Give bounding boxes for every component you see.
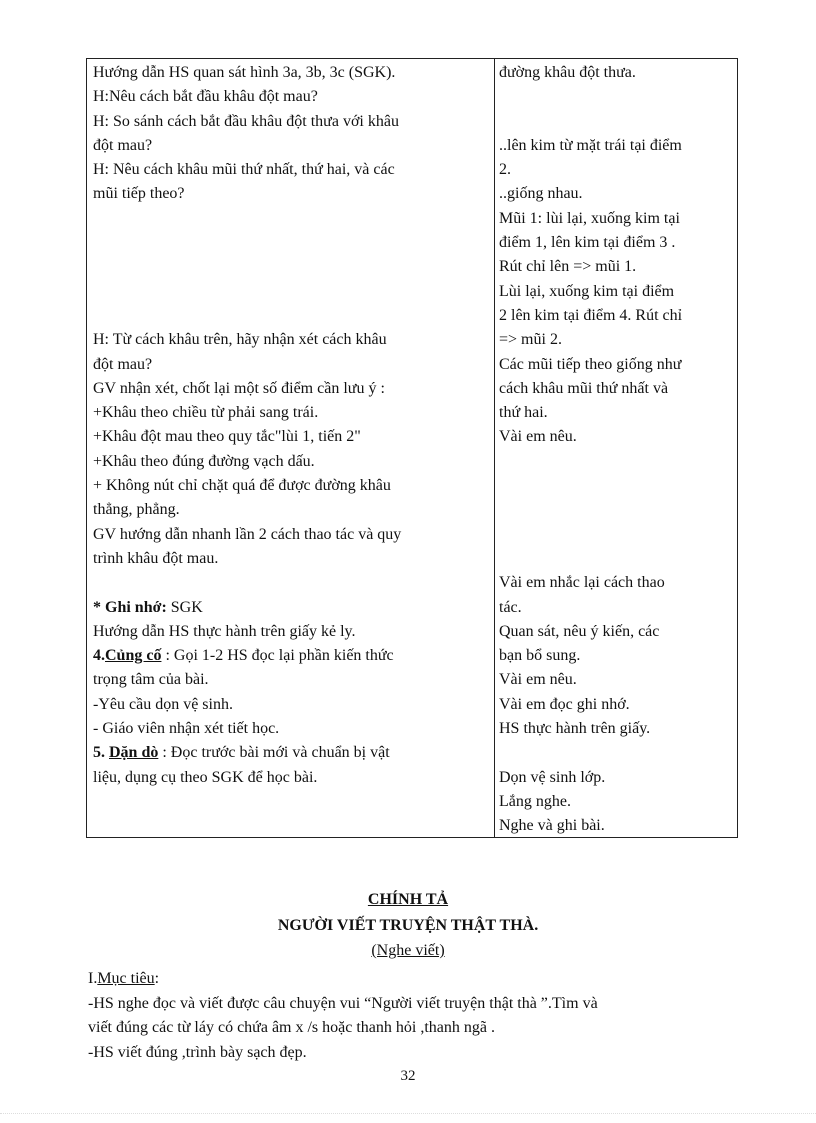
student-line: ..lên kim từ mặt trái tại điểm	[499, 136, 682, 154]
objective-line: -HS nghe đọc và viết được câu chuyện vui “Người viết truyện thật thà ”.Tìm và	[88, 994, 598, 1012]
student-line	[499, 498, 735, 522]
lesson-subtitle: (Nghe viết)	[371, 942, 445, 959]
student-line	[499, 547, 735, 571]
teacher-line: * Ghi nhớ: SGK	[93, 598, 203, 616]
teacher-line: + Không nút chỉ chặt quá để được đường khâu	[93, 477, 391, 495]
student-line: Vài em đọc ghi nhớ.	[499, 695, 630, 713]
student-line: tác.	[499, 598, 522, 616]
student-line: HS thực hành trên giấy.	[499, 720, 651, 738]
teacher-line: -Yêu cầu dọn vệ sinh.	[93, 695, 233, 713]
objectives-heading: I.Mục tiêu:	[88, 970, 160, 987]
student-line: Lắng nghe.	[499, 792, 571, 810]
teacher-activities-column	[93, 61, 489, 790]
student-line: Lùi lại, xuống kim tại điểm	[499, 282, 675, 300]
teacher-line	[93, 571, 489, 595]
student-line	[499, 741, 735, 765]
student-line: Rút chỉ lên => mũi 1.	[499, 258, 637, 276]
student-line	[499, 523, 735, 547]
teacher-line: +Khâu theo đúng đường vạch dấu.	[93, 452, 315, 470]
teacher-line	[93, 255, 489, 279]
student-line: => mũi 2.	[499, 331, 562, 349]
student-line: Vài em nêu.	[499, 428, 577, 446]
teacher-line: đột mau?	[93, 136, 153, 154]
subject-heading: CHÍNH TẢ	[367, 891, 449, 908]
teacher-line	[93, 304, 489, 328]
student-line: Các mũi tiếp theo giống như	[499, 355, 682, 373]
student-line: bạn bổ sung.	[499, 647, 581, 665]
teacher-line	[93, 231, 489, 255]
teacher-line: 4.Củng cố : Gọi 1-2 HS đọc lại phần kiến thức	[93, 647, 394, 665]
teacher-line: GV hướng dẫn nhanh lần 2 cách thao tác và quy	[93, 525, 402, 543]
student-line: Dọn vệ sinh lớp.	[499, 768, 606, 786]
objective-line: viết đúng các từ láy có chứa âm x /s hoặc thanh hỏi ,thanh ngã .	[88, 1019, 495, 1036]
teacher-line: Hướng dẫn HS quan sát hình 3a, 3b, 3c (SGK).	[93, 64, 396, 81]
teacher-line	[93, 280, 489, 304]
student-line: cách khâu mũi thứ nhất và	[499, 379, 669, 397]
student-line: ..giống nhau.	[499, 185, 583, 203]
teacher-line: trình khâu đột mau.	[93, 549, 219, 567]
teacher-line: thẳng, phẳng.	[93, 501, 180, 519]
teacher-line: +Khâu đột mau theo quy tắc"lùi 1, tiến 2"	[93, 428, 361, 446]
lesson-title: NGƯỜI VIẾT TRUYỆN THẬT THÀ.	[277, 917, 539, 934]
teacher-line: H: Từ cách khâu trên, hãy nhận xét cách khâu	[93, 331, 387, 349]
student-line	[499, 474, 735, 498]
student-line: đường khâu đột thưa.	[499, 64, 636, 81]
teacher-line: H: So sánh cách bắt đầu khâu đột thưa với khâu	[93, 112, 399, 130]
teacher-line: H:Nêu cách bắt đầu khâu đột mau?	[93, 88, 318, 106]
lesson-table	[86, 58, 738, 838]
student-line: Vài em nhắc lại cách thao	[499, 574, 665, 592]
teacher-line: +Khâu theo chiều từ phải sang trái.	[93, 404, 319, 422]
student-line: điểm 1, lên kim tại điểm 3 .	[499, 234, 676, 252]
teacher-line: H: Nêu cách khâu mũi thứ nhất, thứ hai, và các	[93, 161, 395, 179]
teacher-line	[93, 207, 489, 231]
student-line: thứ hai.	[499, 404, 548, 422]
teacher-line: Hướng dẫn HS thực hành trên giấy kẻ ly.	[93, 622, 356, 640]
student-line	[499, 85, 735, 109]
student-line: 2 lên kim tại điểm 4. Rút chỉ	[499, 306, 683, 324]
page-number: 32	[400, 1068, 416, 1084]
page-bottom-rule	[0, 1113, 816, 1114]
teacher-line: trọng tâm của bài.	[93, 671, 209, 689]
teacher-line: liệu, dụng cụ theo SGK để học bài.	[93, 768, 318, 786]
objectives-section	[88, 967, 738, 1065]
column-divider	[494, 59, 495, 837]
student-line: Nghe và ghi bài.	[499, 817, 605, 835]
teacher-line: - Giáo viên nhận xét tiết học.	[93, 720, 280, 738]
student-line: Vài em nêu.	[499, 671, 577, 689]
teacher-line: đột mau?	[93, 355, 153, 373]
student-line	[499, 450, 735, 474]
teacher-line: mũi tiếp theo?	[93, 185, 185, 203]
student-line: Mũi 1: lùi lại, xuống kim tại	[499, 209, 680, 227]
teacher-line: GV nhận xét, chốt lại một số điểm cần lưu ý :	[93, 379, 385, 397]
objective-line: -HS viết đúng ,trình bày sạch đẹp.	[88, 1043, 307, 1061]
student-activities-column	[499, 61, 735, 839]
student-line: Quan sát, nêu ý kiến, các	[499, 622, 660, 640]
student-line: 2.	[499, 161, 511, 179]
student-line	[499, 110, 735, 134]
teacher-line: 5. Dặn dò : Đọc trước bài mới và chuẩn bị vật	[93, 744, 390, 762]
